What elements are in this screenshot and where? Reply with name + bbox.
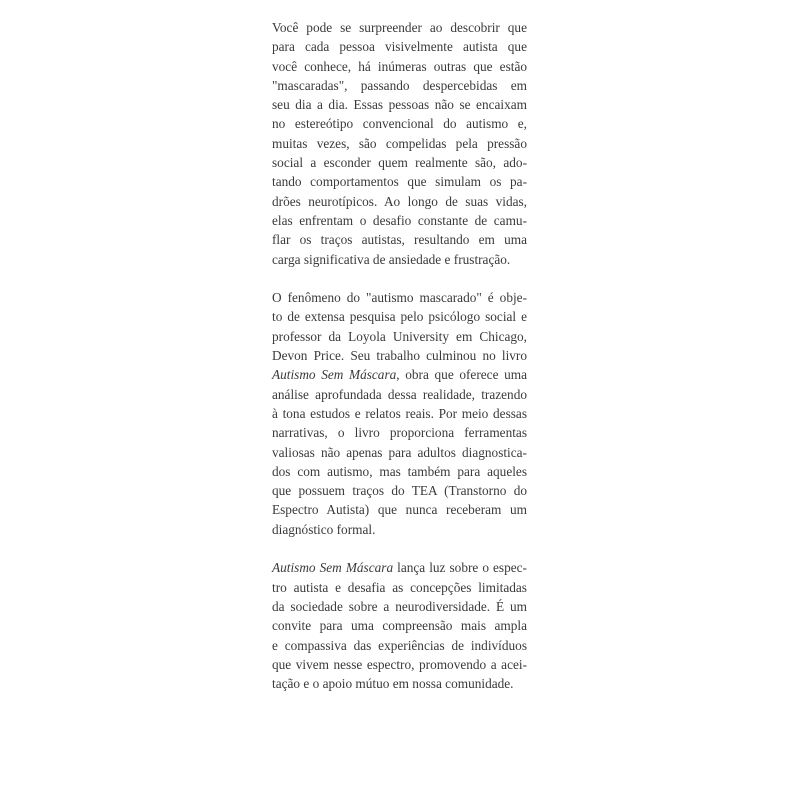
- text-segment: e compassiva das experiências de indivíduos: [272, 637, 527, 653]
- text-line: [272, 481, 527, 500]
- text-segment: professor da Loyola University em Chicago,: [272, 328, 527, 344]
- text-segment: análise aprofundada dessa realidade, trazendo: [272, 386, 527, 402]
- text-segment: Devon Price. Seu trabalho culminou no livro: [272, 348, 527, 364]
- text-line: [272, 597, 527, 616]
- text-line: [272, 307, 527, 326]
- text-segment: tação e o apoio mútuo em nossa comunidade.: [272, 676, 514, 692]
- text-line: [272, 365, 527, 384]
- text-line: [272, 500, 527, 519]
- paragraph: [272, 18, 527, 269]
- text-line: [272, 211, 527, 230]
- text-segment: para cada pessoa visivelmente autista que: [272, 39, 527, 55]
- text-segment: flar os traços autistas, resultando em uma: [272, 232, 527, 248]
- text-line: [272, 346, 527, 365]
- text-segment: lança luz sobre o espec-: [393, 560, 527, 576]
- text-line: [272, 172, 527, 191]
- text-segment: você conhece, há inúmeras outras que estão: [272, 58, 527, 74]
- text-line: [272, 95, 527, 114]
- text-line: [272, 385, 527, 404]
- text-segment: que possuem traços do TEA (Transtorno do: [272, 483, 527, 499]
- text-line: [272, 636, 527, 655]
- text-segment: Você pode se surpreender ao descobrir que: [272, 20, 527, 35]
- text-segment: social a esconder quem realmente são, ado-: [272, 155, 527, 171]
- text-line: [272, 616, 527, 635]
- text-segment: , obra que oferece uma: [396, 367, 527, 383]
- text-segment: carga significativa de ansiedade e frustração.: [272, 251, 511, 267]
- text-line: [272, 250, 527, 269]
- paragraph: [272, 558, 527, 693]
- text-segment: no estereótipo convencional do autismo e,: [272, 116, 527, 132]
- text-line: [272, 443, 527, 462]
- text-segment: to de extensa pesquisa pelo psicólogo social e: [272, 309, 527, 325]
- text-segment: tando comportamentos que simulam os pa-: [272, 174, 527, 190]
- text-line: [272, 37, 527, 56]
- text-segment: que vivem nesse espectro, promovendo a acei-: [272, 656, 527, 672]
- text-line: [272, 18, 527, 37]
- text-line: [272, 578, 527, 597]
- text-segment: da sociedade sobre a neurodiversidade. É um: [272, 598, 527, 614]
- text-line: [272, 192, 527, 211]
- text-line: [272, 114, 527, 133]
- text-line: [272, 57, 527, 76]
- text-line: [272, 520, 527, 539]
- text-line: [272, 674, 527, 693]
- text-line: [272, 462, 527, 481]
- text-segment: à tona estudos e relatos reais. Por meio dessas: [272, 405, 527, 421]
- text-segment: diagnóstico formal.: [272, 521, 376, 537]
- text-line: [272, 423, 527, 442]
- text-line: [272, 288, 527, 307]
- text-segment: drões neurotípicos. Ao longo de suas vidas,: [272, 193, 527, 209]
- text-segment: dos com autismo, mas também para aqueles: [272, 463, 527, 479]
- text-segment: Espectro Autista) que nunca receberam um: [272, 502, 527, 518]
- text-segment: muitas vezes, são compelidas pela pressão: [272, 135, 527, 151]
- text-segment: valiosas não apenas para adultos diagnostica-: [272, 444, 527, 460]
- text-line: [272, 153, 527, 172]
- text-line: [272, 327, 527, 346]
- text-segment: "mascaradas", passando despercebidas em: [272, 77, 527, 93]
- text-segment: convite para uma compreensão mais ampla: [272, 618, 527, 634]
- text-segment: tro autista e desafia as concepções limitadas: [272, 579, 527, 595]
- text-column: [272, 18, 527, 693]
- paragraph: [272, 288, 527, 539]
- text-line: [272, 404, 527, 423]
- text-line: [272, 558, 527, 577]
- text-segment: elas enfrentam o desafio constante de camu-: [272, 212, 527, 228]
- text-line: [272, 76, 527, 95]
- text-segment: seu dia a dia. Essas pessoas não se encaixam: [272, 97, 527, 113]
- text-segment: narrativas, o livro proporciona ferramentas: [272, 425, 527, 441]
- text-line: [272, 134, 527, 153]
- book-title-italic: Autismo Sem Máscara: [272, 560, 394, 576]
- text-line: [272, 230, 527, 249]
- text-segment: O fenômeno do "autismo mascarado" é obje-: [272, 290, 527, 306]
- text-line: [272, 655, 527, 674]
- book-title-italic: Autismo Sem Máscara: [272, 367, 397, 383]
